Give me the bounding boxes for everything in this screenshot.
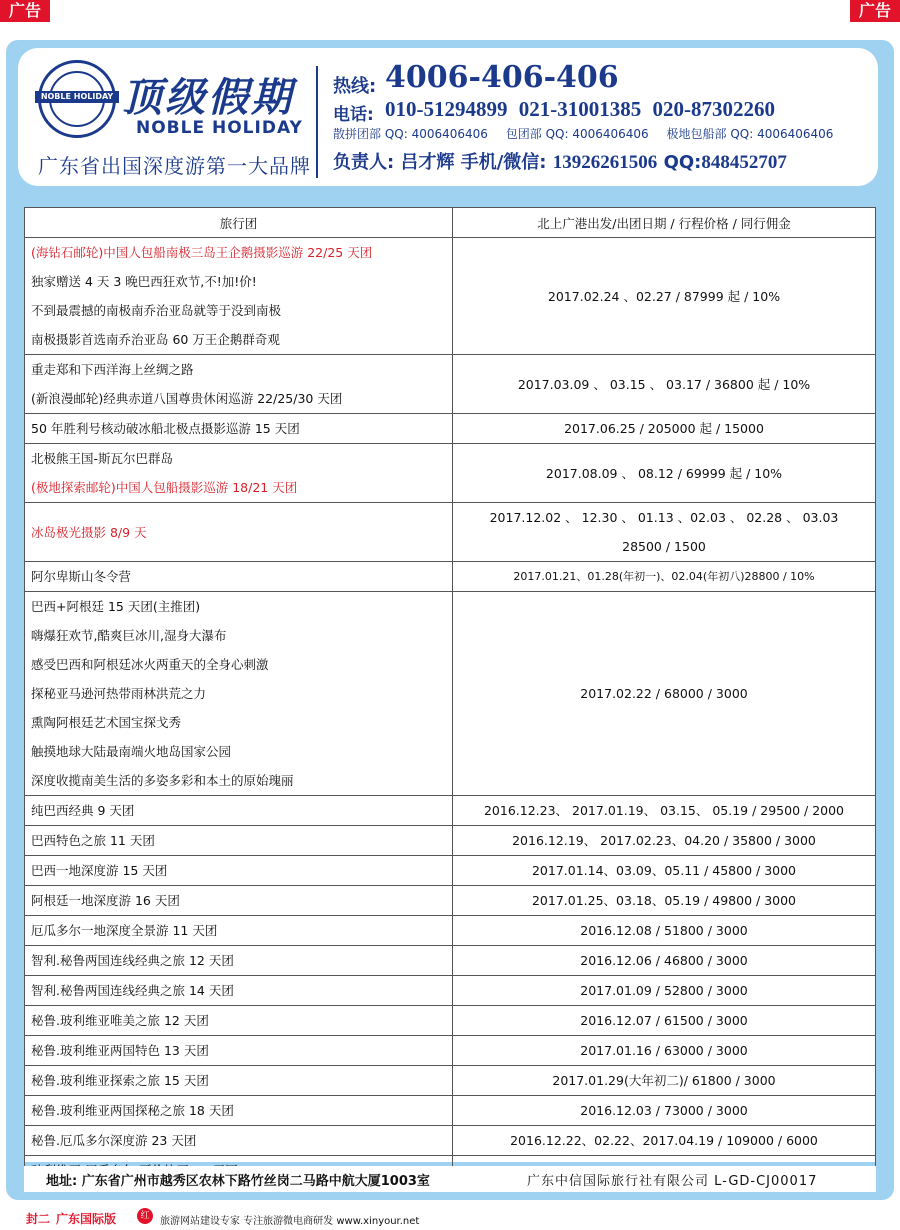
tour-line: 秘鲁.玻利维亚两国探秘之旅 18 天团 [31,1103,234,1118]
table-row [25,444,876,503]
page-number: 封二 [26,1212,51,1226]
publisher-logo-icon: 红 [137,1208,153,1224]
tour-price-line: 2017.06.25 / 205000 起 / 15000 [564,421,764,436]
tour-price-cell [453,592,876,796]
tour-line: 感受巴西和阿根廷冰火两重天的全身心刺激 [31,657,269,672]
tour-name-cell [25,1006,453,1036]
tour-table [24,207,876,1186]
table-row [25,1066,876,1096]
bottom-strip [0,1206,900,1230]
tour-line: 探秘亚马逊河热带雨林洪荒之力 [31,686,207,701]
table-row [25,886,876,916]
tour-price-line: 2017.01.14、03.09、05.11 / 45800 / 3000 [531,863,797,878]
tour-price-line: 28500 / 1500 [622,539,706,554]
tour-price-line: 2017.01.25、03.18、05.19 / 49800 / 3000 [531,893,797,908]
tour-line: 嗨爆狂欢节,酷爽巨冰川,湿身大瀑布 [31,628,227,643]
table-row [25,238,876,355]
tour-price-line: 2016.12.19、 2017.02.23、04.20 / 35800 / 3000 [512,833,816,848]
tour-line: 重走郑和下西洋海上丝绸之路 [31,362,194,377]
table-row [25,916,876,946]
brand-en-name: NOBLE HOLIDAY [136,118,303,138]
tour-name-cell [25,444,453,503]
logo-seal-icon: NOBLE HOLIDAY [38,60,116,138]
tour-line: 智利.秘鲁两国连线经典之旅 14 天团 [31,983,234,998]
tour-line: 触摸地球大陆最南端火地岛国家公园 [31,744,232,759]
tour-line: 不到最震撼的南极南乔治亚岛就等于没到南极 [31,303,282,318]
tour-price-line: 2016.12.03 / 73000 / 3000 [580,1103,748,1118]
tour-name-cell [25,946,453,976]
table-row [25,1036,876,1066]
tour-price-line: 2016.12.22、02.22、2017.04.19 / 109000 / 6000 [510,1133,818,1148]
tour-price-cell [453,916,876,946]
tour-name-cell [25,796,453,826]
tour-line: (极地探索邮轮)中国人包船摄影巡游 18/21 天团 [31,480,298,495]
table-row [25,1096,876,1126]
tour-line: 阿尔卑斯山冬令营 [31,569,132,584]
phone-label: 电话: [333,105,374,125]
manager-contact [333,148,787,174]
tour-price-line: 2017.03.09 、 03.15 、 03.17 / 36800 起 / 10% [517,376,811,392]
header-divider [316,66,318,178]
tour-name-cell [25,355,453,414]
tour-line: 秘鲁.玻利维亚探索之旅 15 天团 [31,1073,209,1088]
tour-line: 秘鲁.玻利维亚两国特色 13 天团 [31,1043,209,1058]
tour-line: 智利.秘鲁两国连线经典之旅 12 天团 [31,953,234,968]
column-header-price: 北上广港出发/出团日期 / 行程价格 / 同行佣金 [453,208,876,238]
table-row [25,976,876,1006]
tour-line: 厄瓜多尔一地深度全景游 11 天团 [31,923,218,938]
tour-line: 秘鲁.厄瓜多尔深度游 23 天团 [31,1133,197,1148]
manager-qq: 848452707 [701,152,787,173]
tour-price-cell [453,976,876,1006]
ad-label-left: 广告 [0,0,50,22]
tour-price-line: 2017.01.21、01.28(年初一)、02.04(年初八)28800 / 10% [513,570,815,583]
tour-name-cell [25,503,453,562]
tour-line: 熏陶阿根廷艺术国宝探戈秀 [31,715,182,730]
tour-line: 北极熊王国-斯瓦尔巴群岛 [31,451,174,466]
tour-price-cell [453,238,876,355]
tour-price-line: 2017.08.09 、 08.12 / 69999 起 / 10% [545,465,783,481]
bottom-page-info [26,1210,116,1227]
tour-price-cell [453,946,876,976]
tour-price-cell [453,826,876,856]
table-header-row [25,208,876,238]
table-row [25,796,876,826]
tour-price-line: 2017.02.24 、02.27 / 87999 起 / 10% [547,288,781,304]
hotline-label: 热线: [333,76,377,97]
brand-cn-name: 顶级假期 [122,74,294,121]
table-row [25,1126,876,1156]
footer-company: 广东中信国际旅行社有限公司 L-GD-CJ00017 [527,1174,818,1189]
qq-group-tour: 散拼团部 QQ: 4006406406 [333,127,488,141]
hotline-number: 4006-406-406 [385,60,619,95]
tour-name-cell [25,976,453,1006]
tour-line: 巴西+阿根廷 15 天团(主推团) [31,599,201,614]
tour-price-line: 2017.01.09 / 52800 / 3000 [580,983,748,998]
tour-price-cell [453,1096,876,1126]
tour-name-cell [25,826,453,856]
tour-name-cell [25,1126,453,1156]
tour-line: 阿根廷一地深度游 16 天团 [31,893,180,908]
manager-mobile: 13926261506 [552,152,658,173]
tour-name-cell [25,1096,453,1126]
table-row [25,414,876,444]
tour-line: 独家赠送 4 天 3 晚巴西狂欢节,不!加!价! [31,274,257,289]
tour-price-line: 2017.01.29(大年初二)/ 61800 / 3000 [552,1073,776,1088]
tour-price-line: 2016.12.08 / 51800 / 3000 [580,923,748,938]
tour-line: 巴西特色之旅 11 天团 [31,833,155,848]
tour-name-cell [25,1036,453,1066]
ad-label-right: 广告 [850,0,900,22]
qq-private-tour: 包团部 QQ: 4006406406 [505,127,649,141]
tour-price-line: 2016.12.07 / 61500 / 3000 [580,1013,748,1028]
tour-line: 纯巴西经典 9 天团 [31,803,135,818]
tour-name-cell [25,414,453,444]
tour-line: 深度收揽南美生活的多姿多彩和本土的原始瑰丽 [31,773,294,788]
tour-line: 秘鲁.玻利维亚唯美之旅 12 天团 [31,1013,209,1028]
tour-name-cell [25,916,453,946]
tour-price-line: 2017.12.02 、 12.30 、 01.13 、02.03 、 02.28 、 03.03 [489,510,839,525]
qq-line [333,125,847,142]
edition-name: 广东国际版 [56,1212,117,1226]
table-row [25,826,876,856]
tour-name-cell [25,238,453,355]
tour-name-cell [25,592,453,796]
tour-price-cell [453,562,876,592]
phone-numbers: 010-51294899 021-31001385 020-87302260 [385,97,775,121]
tour-line: 50 年胜利号核动破冰船北极点摄影巡游 15 天团 [31,421,300,436]
bottom-promo-text: 旅游网站建设专家 专注旅游微电商研发 www.xinyour.net [160,1216,420,1227]
qq-label: QQ: [663,152,702,173]
tour-line: 南极摄影首选南乔治亚岛 60 万王企鹅群奇观 [31,332,280,347]
footer-address: 地址: 广东省广州市越秀区农林下路竹丝岗二马路中航大厦1003室 [46,1174,430,1189]
tour-name-cell [25,562,453,592]
tour-price-cell [453,1036,876,1066]
tour-price-cell [453,1066,876,1096]
tour-price-line: 2016.12.23、 2017.01.19、 03.15、 05.19 / 29500 / 2000 [483,803,845,818]
tour-price-cell [453,503,876,562]
tour-price-line: 2017.02.22 / 68000 / 3000 [580,686,748,701]
table-row [25,503,876,562]
tour-price-cell [453,355,876,414]
tour-price-cell [453,1126,876,1156]
tour-name-cell [25,1066,453,1096]
table-row [25,856,876,886]
column-header-tour: 旅行团 [25,208,453,238]
tour-price-cell [453,796,876,826]
manager-label: 负责人: 吕才辉 手机/微信: [333,152,547,173]
tour-line: 巴西一地深度游 15 天团 [31,863,168,878]
tour-name-cell [25,856,453,886]
tour-price-cell [453,1006,876,1036]
tour-line: (海钻石邮轮)中国人包船南极三岛王企鹅摄影巡游 22/25 天团 [31,245,373,260]
table-row [25,946,876,976]
table-row [25,592,876,796]
tour-price-cell [453,444,876,503]
tour-price-line: 2017.01.16 / 63000 / 3000 [580,1043,748,1058]
qq-polar-charter: 极地包船部 QQ: 4006406406 [666,127,834,141]
tour-price-cell [453,886,876,916]
tour-line: (新浪漫邮轮)经典赤道八国尊贵休闲巡游 22/25/30 天团 [31,391,343,406]
tour-line: 冰岛极光摄影 8/9 天 [31,524,147,540]
tour-price-cell [453,856,876,886]
table-row [25,562,876,592]
table-row [25,355,876,414]
tour-name-cell [25,886,453,916]
brand-slogan: 广东省出国深度游第一大品牌 [38,154,311,178]
tour-price-line: 2016.12.06 / 46800 / 3000 [580,953,748,968]
table-row [25,1006,876,1036]
tour-price-cell [453,414,876,444]
